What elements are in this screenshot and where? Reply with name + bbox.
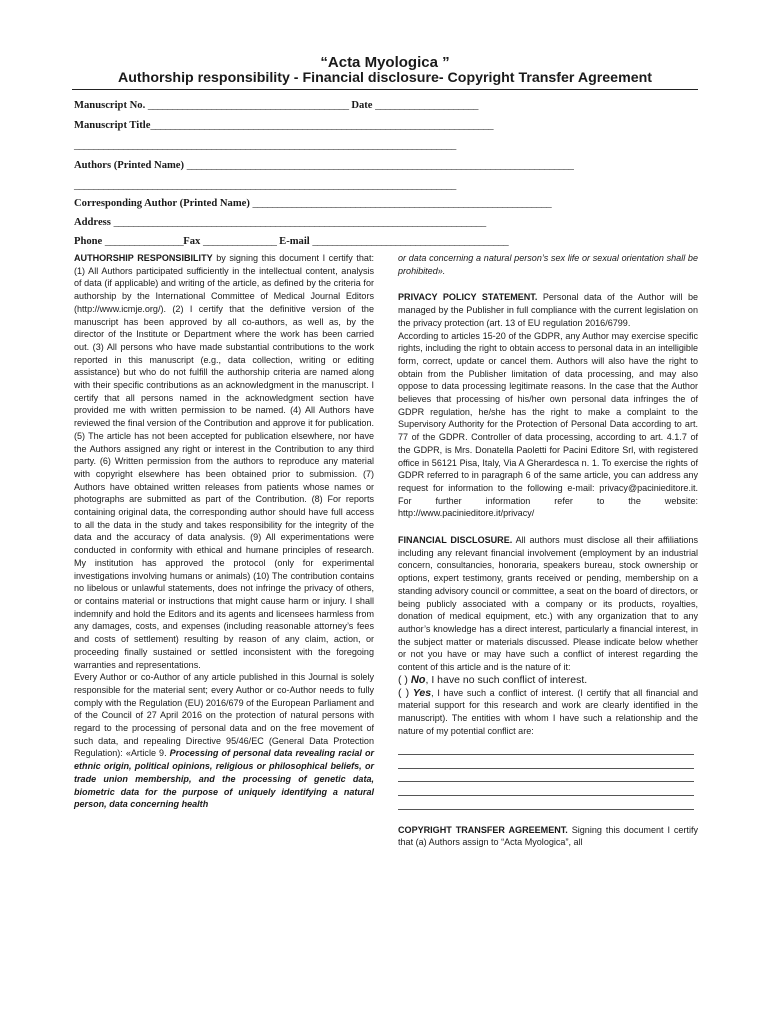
contact-row (74, 236, 508, 247)
gdpr-text: Every Author or co-Author of any article published in this Journal is solely responsible for the material sent; every Author or co-Author needs to fully comply with the Regulation (EU) 2016/679 of the European Parliament and of the Council of 27 April 2016 on the protection of natural persons with regard to the processing of personal data and on the free movement of such data, and repealing Directive 95/46/EC (General Data Protection Regulation): «Article 9. (74, 672, 374, 759)
manuscript-title-field-2[interactable]: ______________________________________________________________________________ (74, 140, 456, 151)
left-column (74, 252, 374, 811)
authors-row-2 (74, 180, 456, 191)
spacer (398, 520, 698, 534)
copyright-paragraph (398, 824, 698, 849)
fax-field[interactable]: _______________ (203, 236, 277, 247)
spacer (398, 810, 698, 824)
yes-conflict-option (398, 687, 698, 738)
email-label: E-mail (279, 236, 310, 247)
authors-field-2[interactable]: ______________________________________________________________________________ (74, 180, 456, 191)
manuscript-title-row-2 (74, 140, 456, 151)
manuscript-no-row (74, 100, 478, 111)
email-field[interactable]: ________________________________________ (312, 236, 509, 247)
financial-paragraph (398, 534, 698, 674)
authorship-heading: AUTHORSHIP RESPONSIBILITY (74, 253, 213, 263)
phone-label: Phone (74, 236, 103, 247)
form-title: Authorship responsibility - Financial disclosure- Copyright Transfer Agreement (118, 70, 652, 86)
address-field[interactable]: ____________________________________________________________________________ (113, 217, 486, 228)
fax-label: Fax (183, 236, 201, 247)
corresponding-author-field[interactable]: _____________________________________________________________ (252, 198, 552, 209)
conflict-field-line[interactable] (398, 769, 694, 783)
gdpr-italic-text: Processing of personal data revealing racial or ethnic origin, political opinions, religious or philosophical beliefs, or trade union membership, and the processing of genetic data, biometric data for the purpose of uniquely identifying a natural person, data concerning health (74, 748, 374, 810)
no-checkbox[interactable]: ( ) (398, 673, 408, 686)
date-label: Date (351, 100, 373, 111)
authors-row (74, 160, 574, 171)
conflict-field-line[interactable] (398, 796, 694, 810)
authors-label: Authors (Printed Name) (74, 160, 185, 171)
gdpr-rights-paragraph: According to articles 15-20 of the GDPR, any Author may exercise specific rights, including the right to obtain access to personal data in an intelligible form, correct, update or cancel them. Authors will also have the right to obtain from the Publisher limitation of data processing, and may also oppose to data processing legitimate reasons. In the case that the Author believes that processing of his/her own personal data infringes the of GDPR regulation, he/she has the right to make a complaint to the Supervisory Authority for the Protection of Personal Data according to art. 77 of the GDPR. Controller of data processing, according to art. 4.1.7 of the GDPR, is Mrs. Donatella Paoletti for Pacini Editore Srl, with registered office in 56121 Pisa, Italy, Via A Gherardesca n. 1. To exercise the rights of GDPR referred to in paragraph 6 of the same article, you can address any request for information to the following e-mail: privacy@pacinieditore.it. For further information refer to the website: http://www.pacinieditore.it/privacy/ (398, 330, 698, 519)
spacer (398, 277, 698, 291)
privacy-paragraph (398, 291, 698, 329)
journal-title: “Acta Myologica ” (320, 54, 450, 71)
manuscript-title-row (74, 120, 493, 131)
conflict-field-line[interactable] (398, 755, 694, 769)
manuscript-no-field[interactable]: _________________________________________ (147, 100, 349, 111)
manuscript-no-label: Manuscript No. (74, 100, 146, 111)
no-text: , I have no such conflict of interest. (425, 673, 588, 686)
date-field[interactable]: _____________________ (375, 100, 478, 111)
corresponding-author-label: Corresponding Author (Printed Name) (74, 198, 250, 209)
no-label: No (410, 673, 426, 686)
no-conflict-option (398, 674, 698, 687)
address-label: Address (74, 217, 111, 228)
conflict-field-line[interactable] (398, 741, 694, 755)
corresponding-author-row (74, 198, 551, 209)
copyright-heading: COPYRIGHT TRANSFER AGREEMENT. (398, 824, 568, 835)
financial-heading: FINANCIAL DISCLOSURE. (398, 535, 513, 546)
right-column (398, 252, 698, 849)
address-row (74, 217, 486, 228)
manuscript-title-label: Manuscript Title (74, 120, 151, 131)
conflict-lines (398, 741, 698, 809)
title-rule (72, 89, 698, 90)
manuscript-title-field[interactable]: ______________________________________________________________________ (150, 120, 494, 131)
privacy-heading: PRIVACY POLICY STATEMENT. (398, 292, 538, 303)
financial-text: All authors must disclose all their affiliations including any relevant financial involvement (employment by an industrial concern, consultancies, honoraria, speakers bureau, stock ownership or options, expert testimony, grants received or pending, membership on a standing advisory council or committee, a seat on the board of directors, or being publicly associated with a company or its products, royalties, donation of medical equipment, etc.) with any organization that to any author’s knowledge has a direct interest, particularly a financial interest, in the subject matter or materials discussed. Please indicate below whether or not you have or may have such a conflict of interest regarding the content of this article and is the nature of it: (398, 535, 698, 673)
authors-field[interactable]: _______________________________________________________________________________ (186, 160, 574, 171)
authorship-paragraph (74, 252, 374, 671)
authorship-text: by signing this document I certify that: (1) All Authors participated sufficiently in the intellectual content, analysis of data (if applicable) and writing of the article, as defined by the criteria for authorship by the International Committee of Medical Journal Editors (http://www.icmje.org/). (2) I certify that the definitive version of the manuscript has been approved by all co-authors, as well as, by the director of the Institute or Department where the work has been carried out. (3) All persons who have made substantial contributions to the work reported in this manuscript (e.g., data collection, writing or editing assistance) but who do not fulfill the authorship criteria are named along with their specific contributions as an acknowledgment in the manuscript. I certify that all persons named in the acknowledgment section have provided me with written permission to be named. (4) All Authors have reviewed the final version of the Contribution and approve it for publication. (5) The article has not been accepted for publication elsewhere, nor have the Authors assigned any right or interest in the Contribution to any third party. (6) Written permission from the authors to reproduce any material with copyright elsewhere has been obtained prior to submission. (7) Authors have obtained written releases from patients whose names or photographs are submitted as part of the Contribution. (8) For reports containing original data, the corresponding author should have full access to all the data in the study and takes responsibility for the integrity of the data and the accuracy of data analysis. (9) All experimentations were conducted in conformity with ethical and humane principles of research. My institution has approved the protocol (only for experimental investigations involving humans or animals) (10) The contribution contains no libelous or unlawful statements, does not infringe the privacy of others, or contains material or instructions that might cause harm or injury. I shall indemnify and hold the Editors and its agents and licensees harmless from any damages, costs, and expenses (including reasonable attorney’s fees and costs of settlement) resulting by reason of any claim, action, or proceeding finally sustained or settled inconsistent with the foregoing warranties and representations. (74, 253, 374, 670)
gdpr-paragraph (74, 671, 374, 811)
gdpr-italic-continued: or data concerning a natural person’s sex life or sexual orientation shall be prohibited». (398, 253, 698, 276)
copyright-text: Signing this document I certify that (a) Authors assign to “Acta Myologica”, all (398, 824, 698, 848)
yes-label: Yes (412, 686, 432, 699)
yes-text: , I have such a conflict of interest. (I certify that all financial and material support for this research and work are clearly identified in the manuscript). The entities with whom I have such a relationship and the nature of my potential conflict are: (398, 687, 698, 736)
privacy-text: Personal data of the Author will be managed by the Publisher in full compliance with the current legislation on the privacy protection (art. 13 of EU regulation 2016/6799. (398, 292, 699, 328)
yes-checkbox[interactable]: ( ) (398, 686, 410, 699)
conflict-field-line[interactable] (398, 782, 694, 796)
phone-field[interactable]: ________________ (104, 236, 184, 247)
